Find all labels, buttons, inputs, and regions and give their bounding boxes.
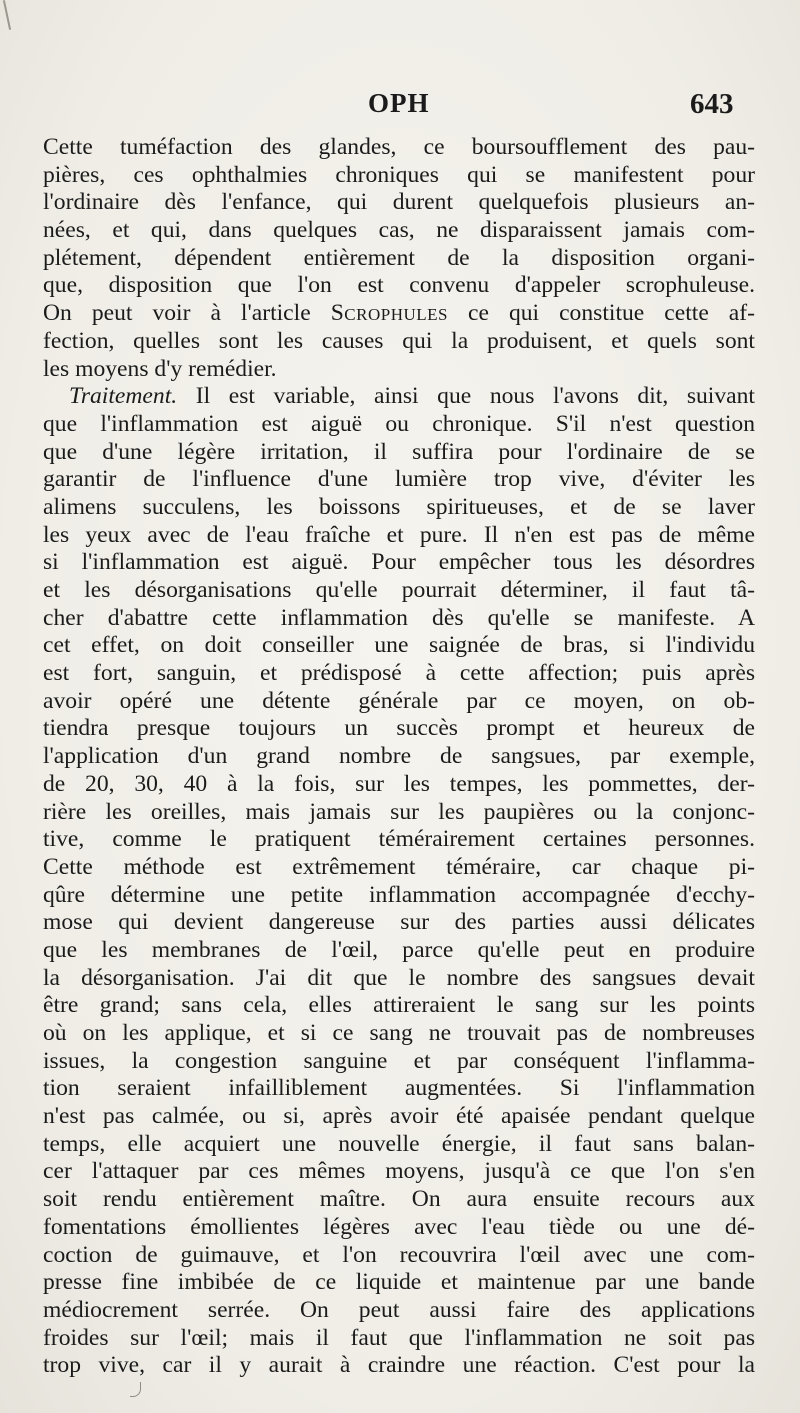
- text-line: alimens succulens, les boissons spiritueuses, et de se laver: [43, 493, 755, 520]
- text-line: tion seraient infailliblement augmentées. Si l'inflammation: [43, 1075, 755, 1102]
- page-number: 643: [690, 88, 734, 120]
- text-line: mose qui devient dangereuse sur des parties aussi délicates: [43, 909, 755, 936]
- text-line: l'application d'un grand nombre de sangsues, par exemple,: [43, 743, 755, 770]
- text-line: l'ordinaire dès l'enfance, qui durent quelquefois plusieurs an-: [43, 189, 755, 216]
- page-header: [0, 88, 800, 128]
- text-line: est fort, sanguin, et prédisposé à cette affection; puis après: [43, 660, 755, 687]
- text-line: Cette tuméfaction des glandes, ce boursoufflement des pau-: [43, 134, 755, 160]
- text-line: les moyens d'y remédier.: [43, 355, 277, 382]
- text-line: coction de guimauve, et l'on recouvrira l'œil avec une com-: [43, 1241, 755, 1268]
- text-line: cer l'attaquer par ces mêmes moyens, jusqu'à ce que l'on s'en: [43, 1158, 755, 1185]
- text-line: que d'une légère irritation, il suffira pour l'ordinaire de se: [43, 438, 755, 465]
- text-line: de 20, 30, 40 à la fois, sur les tempes, les pommettes, der-: [43, 770, 755, 797]
- text-line: soit rendu entièrement maître. On aura ensuite recours aux: [43, 1186, 755, 1213]
- text-line: avoir opéré une détente générale par ce moyen, on ob-: [43, 687, 755, 714]
- text-line: les yeux avec de l'eau fraîche et pure. Il n'en est pas de même: [43, 521, 755, 548]
- text-line: temps, elle acquiert une nouvelle énergie, il faut sans balan-: [43, 1130, 755, 1157]
- body-text: [43, 134, 755, 1380]
- text-line: médiocrement serrée. On peut aussi faire des applications: [43, 1296, 755, 1323]
- text-line: si l'inflammation est aiguë. Pour empêcher tous les désordres: [43, 549, 755, 576]
- text-line: plétement, dépendent entièrement de la disposition organi-: [43, 244, 755, 271]
- text-line: issues, la congestion sanguine et par conséquent l'inflamma-: [43, 1047, 755, 1074]
- text-line: que l'inflammation est aiguë ou chronique. S'il n'est question: [43, 410, 755, 437]
- text-line: fection, quelles sont les causes qui la produisent, et quels sont: [43, 327, 755, 354]
- text-line: que, disposition que l'on est convenu d'appeler scrophuleuse.: [43, 272, 755, 299]
- text-line: la désorganisation. J'ai dit que le nombre des sangsues devait: [43, 964, 755, 991]
- text-line: que les membranes de l'œil, parce qu'elle peut en produire: [43, 936, 755, 963]
- page-bottom-mark: [130, 1382, 141, 1397]
- text-line: cet effet, on doit conseiller une saignée de bras, si l'individu: [43, 632, 755, 659]
- text-line: Cette méthode est extrêmement téméraire, car chaque pi-: [43, 853, 755, 880]
- text-line: où on les applique, et si ce sang ne trouvait pas de nombreuses: [43, 1020, 755, 1046]
- text-line: rière les oreilles, mais jamais sur les paupières ou la conjonc-: [43, 798, 755, 825]
- text-line: n'est pas calmée, ou si, après avoir été apaisée pendant quelque: [43, 1103, 755, 1130]
- article-reference: Scrophules: [330, 300, 448, 327]
- text-line: pières, ces ophthalmies chroniques qui se manifestent pour: [43, 161, 755, 188]
- text-line: tive, comme le pratiquent témérairement certaines personnes.: [43, 826, 755, 853]
- text-fragment: ce qui constitue cette af-: [468, 300, 755, 327]
- text-line: fomentations émollientes légères avec l'eau tiède ou une dé-: [43, 1213, 755, 1240]
- text-line: nées, et qui, dans quelques cas, ne disparaissent jamais com-: [43, 217, 755, 244]
- text-line: trop vive, car il y aurait à craindre une réaction. C'est pour la: [43, 1352, 755, 1379]
- text-line: tiendra presque toujours un succès prompt et heureux de: [43, 715, 755, 742]
- text-line: cher d'abattre cette inflammation dès qu'elle se manifeste. A: [43, 604, 755, 631]
- text-line: [43, 383, 755, 411]
- text-line: presse fine imbibée de ce liquide et maintenue par une bande: [43, 1269, 755, 1296]
- section-heading: Traitement.: [69, 383, 178, 410]
- text-fragment: Il est variable, ainsi que nous l'avons dit, suivant: [195, 383, 755, 410]
- page-edge-mark: [3, 0, 11, 30]
- text-line: froides sur l'œil; mais il faut que l'inflammation ne soit pas: [43, 1324, 755, 1351]
- text-line: [43, 300, 755, 328]
- text-line: et les désorganisations qu'elle pourrait déterminer, il faut tâ-: [43, 577, 755, 603]
- text-fragment: On peut voir à l'article: [43, 300, 311, 327]
- text-line: garantir de l'influence d'une lumière trop vive, d'éviter les: [43, 466, 755, 493]
- text-line: qûre détermine une petite inflammation accompagnée d'ecchy-: [43, 881, 755, 908]
- text-line: être grand; sans cela, elles attireraient le sang sur les points: [43, 992, 755, 1019]
- running-head: OPH: [368, 88, 430, 118]
